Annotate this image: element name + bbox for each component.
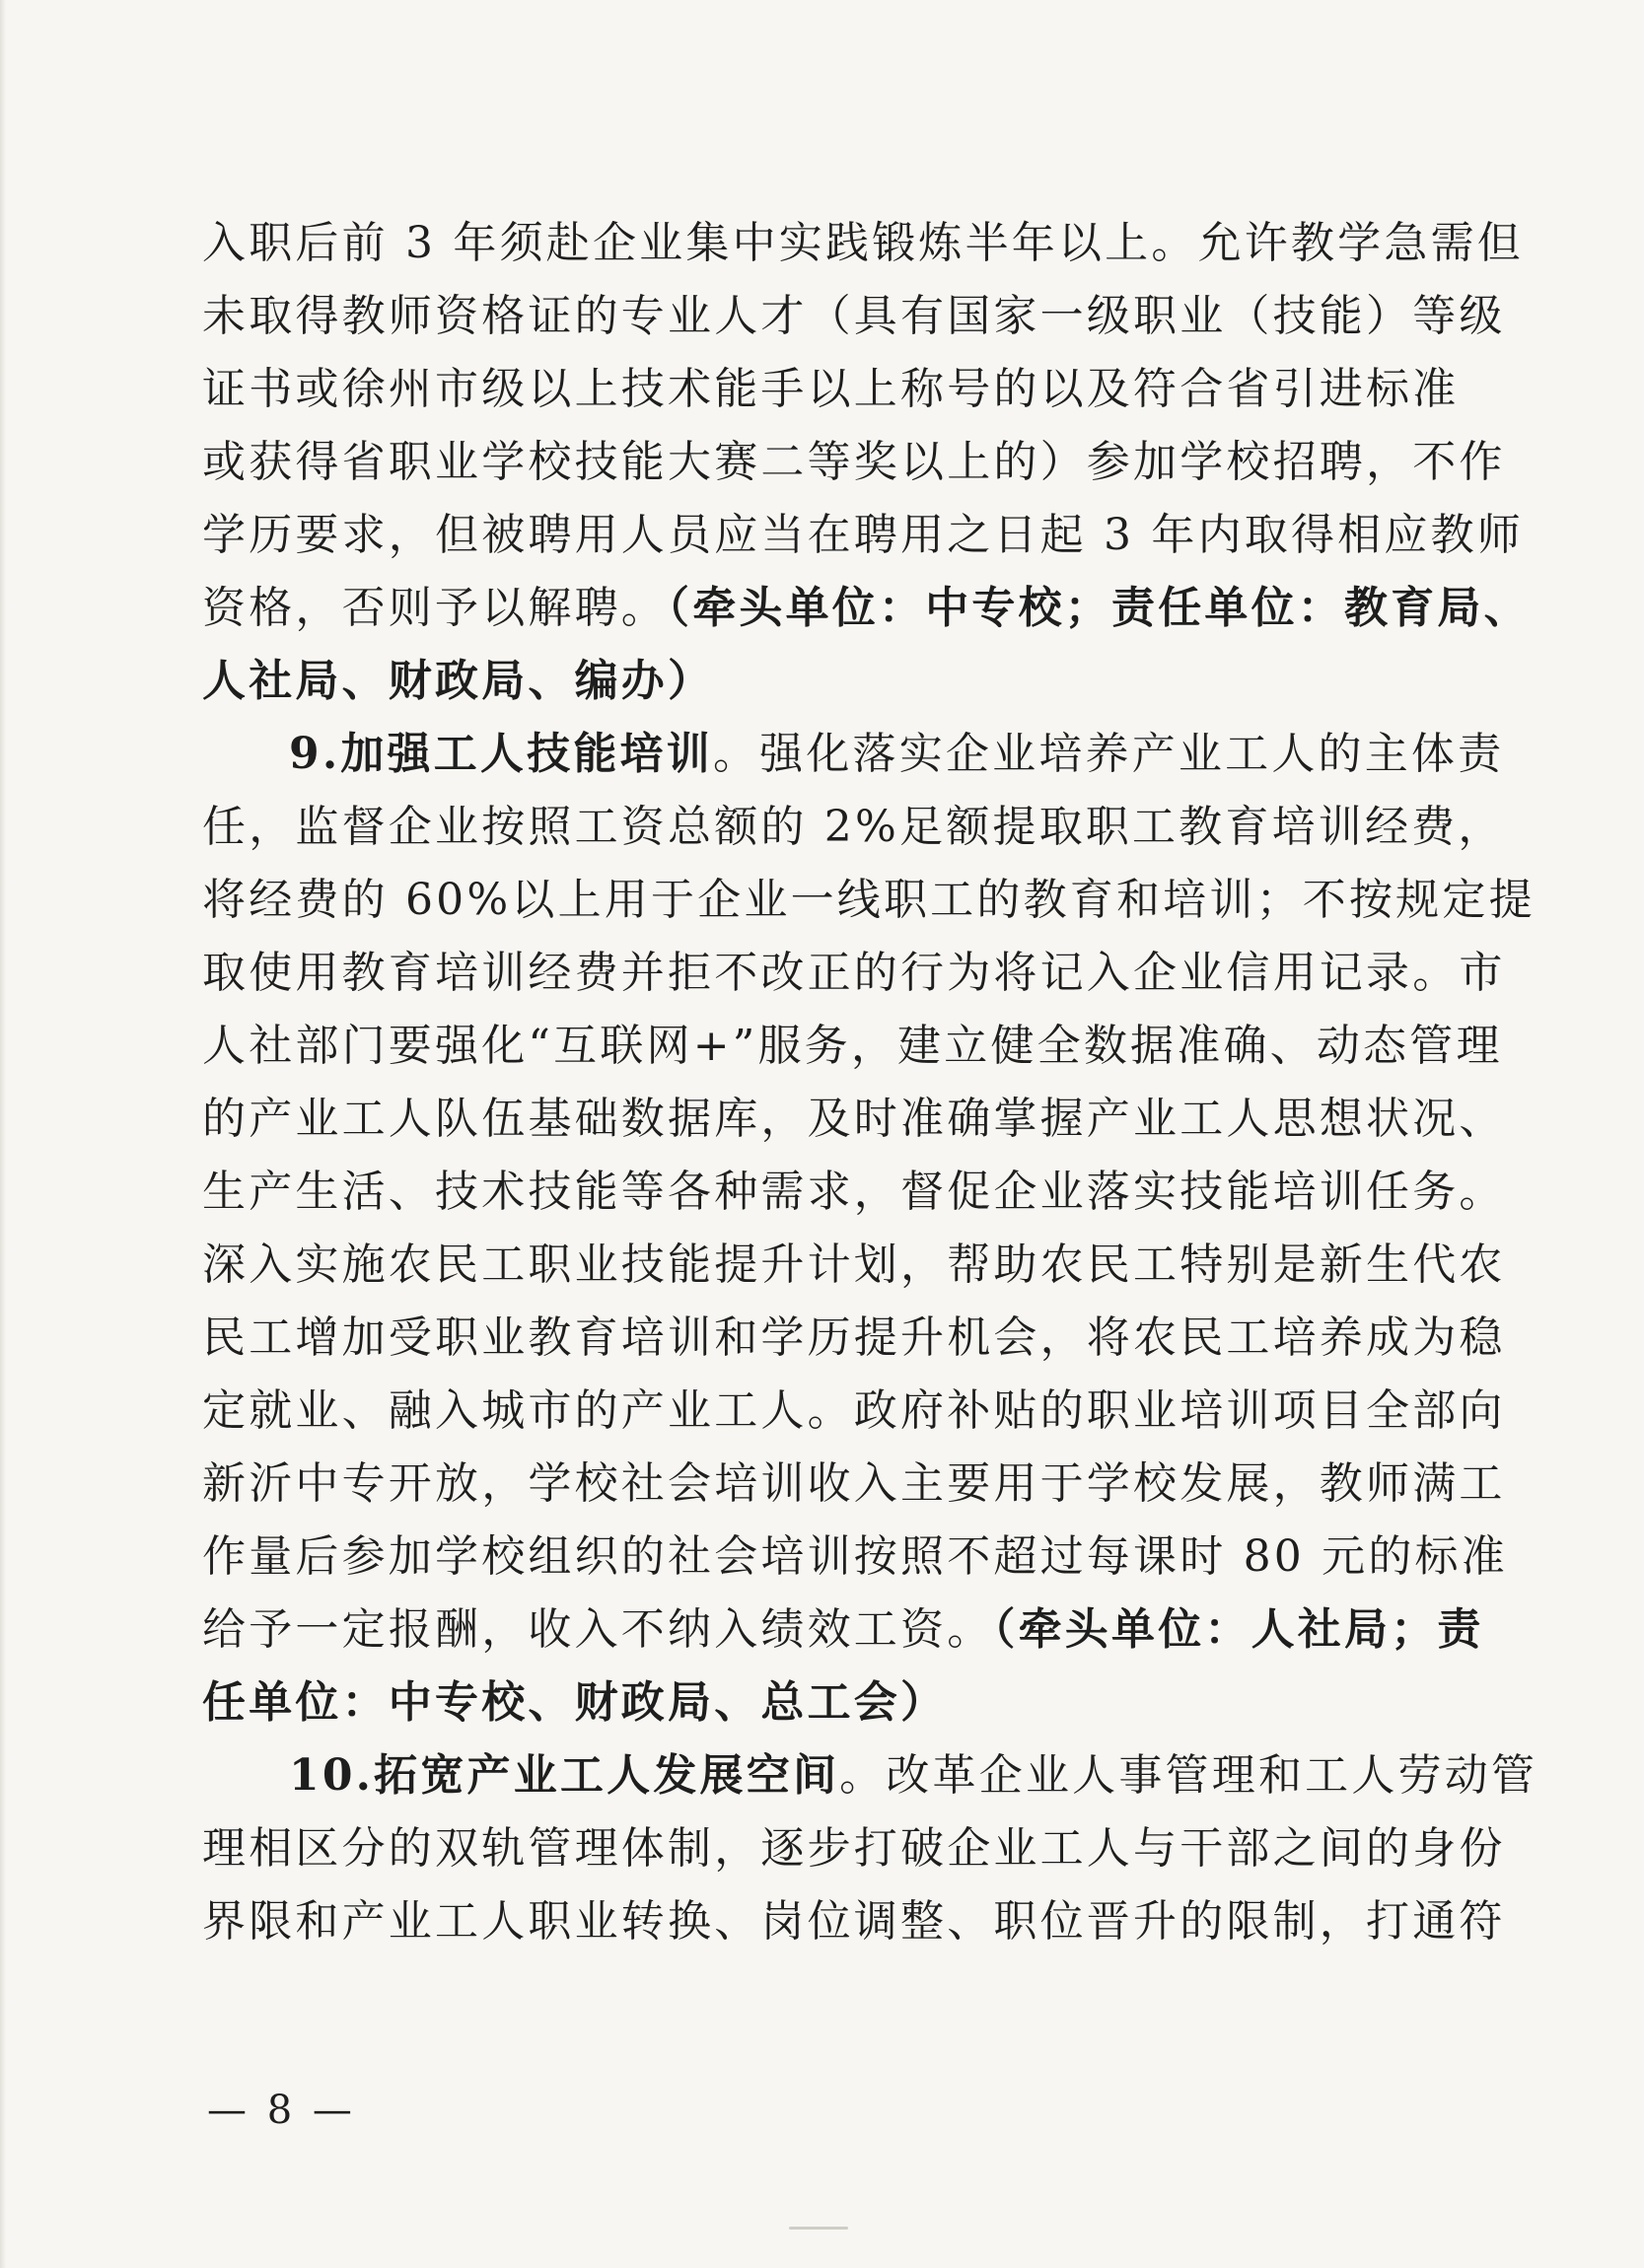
text-line bbox=[202, 499, 1524, 572]
text-run: 未取得教师资格证的专业人才（具有国家一级职业（技能）等级 bbox=[202, 291, 1506, 341]
text-run: 的产业工人队伍基础数据库，及时准确掌握产业工人思想状况、 bbox=[202, 1094, 1506, 1144]
text-run: 生产生活、技术技能等各种需求，督促企业落实技能培训任务。 bbox=[202, 1167, 1506, 1217]
text-line bbox=[202, 572, 1531, 645]
scan-mark bbox=[789, 2227, 848, 2230]
text-run: 定就业、融入城市的产业工人。政府补贴的职业培训项目全部向 bbox=[202, 1385, 1506, 1436]
text-line bbox=[202, 864, 1536, 937]
text-line bbox=[202, 1010, 1503, 1083]
text-line bbox=[202, 645, 1427, 718]
text-run: 人社部门要强化“互联网+”服务，建立健全数据准确、动态管理 bbox=[202, 1021, 1503, 1071]
bold-text-run: 9.加强工人技能培训 bbox=[289, 729, 713, 779]
text-line bbox=[202, 1666, 1427, 1739]
bold-text-run: 人社局、财政局、编办） bbox=[202, 656, 715, 706]
bold-text-run: （牵头单位：中专校；责任单位：教育局、 bbox=[668, 583, 1531, 633]
text-run: 。强化落实企业培养产业工人的主体责 bbox=[712, 729, 1505, 779]
text-line bbox=[202, 1739, 1538, 1812]
text-line bbox=[202, 1302, 1506, 1375]
text-run: 资格，否则予以解聘。 bbox=[202, 583, 668, 633]
text-line bbox=[202, 280, 1506, 353]
text-line bbox=[202, 937, 1506, 1010]
text-run: 给予一定报酬，收入不纳入绩效工资。 bbox=[202, 1604, 994, 1655]
text-line bbox=[202, 1812, 1506, 1885]
text-line bbox=[202, 791, 1505, 864]
text-run: 深入实施农民工职业技能提升计划，帮助农民工特别是新生代农 bbox=[202, 1240, 1506, 1290]
text-line bbox=[202, 1594, 1484, 1666]
text-run: 学历要求，但被聘用人员应当在聘用之日起 3 年内取得相应教师 bbox=[202, 510, 1524, 560]
bold-text-run: 10.拓宽产业工人发展空间 bbox=[289, 1750, 840, 1801]
text-line bbox=[202, 1448, 1506, 1521]
text-run: 作量后参加学校组织的社会培训按照不超过每课时 80 元的标准 bbox=[202, 1531, 1508, 1582]
text-line bbox=[202, 1083, 1506, 1156]
text-run: 入职后前 3 年须赴企业集中实践锻炼半年以上。允许教学急需但 bbox=[202, 218, 1524, 268]
text-line bbox=[202, 1229, 1506, 1302]
text-line bbox=[202, 426, 1506, 499]
scan-edge-shadow bbox=[0, 0, 6, 2268]
text-run: 新沂中专开放，学校社会培训收入主要用于学校发展，教师满工 bbox=[202, 1458, 1506, 1509]
text-run: 界限和产业工人职业转换、岗位调整、职位晋升的限制，打通符 bbox=[202, 1896, 1506, 1947]
text-line bbox=[202, 1521, 1508, 1594]
text-line bbox=[202, 1156, 1506, 1229]
text-run: 任，监督企业按照工资总额的 2%足额提取职工教育培训经费， bbox=[202, 802, 1505, 852]
text-run: 取使用教育培训经费并拒不改正的行为将记入企业信用记录。市 bbox=[202, 948, 1506, 998]
text-run: 或获得省职业学校技能大赛二等奖以上的）参加学校招聘，不作 bbox=[202, 437, 1506, 487]
text-run: 将经费的 60%以上用于企业一线职工的教育和培训；不按规定提 bbox=[202, 875, 1536, 925]
text-run: 理相区分的双轨管理体制，逐步打破企业工人与干部之间的身份 bbox=[202, 1823, 1506, 1874]
body-text bbox=[202, 207, 1538, 1958]
text-line bbox=[202, 207, 1524, 280]
text-run: 民工增加受职业教育培训和学历提升机会，将农民工培养成为稳 bbox=[202, 1312, 1506, 1363]
page-number: — 8 — bbox=[207, 2088, 356, 2133]
text-line bbox=[202, 1885, 1506, 1958]
text-line bbox=[202, 1375, 1506, 1448]
text-line bbox=[202, 718, 1505, 791]
bold-text-run: 任单位：中专校、财政局、总工会） bbox=[202, 1677, 948, 1728]
text-run: 。改革企业人事管理和工人劳动管 bbox=[839, 1750, 1538, 1801]
text-run: 证书或徐州市级以上技术能手以上称号的以及符合省引进标准 bbox=[202, 364, 1460, 414]
bold-text-run: （牵头单位：人社局；责 bbox=[993, 1604, 1484, 1655]
text-line bbox=[202, 353, 1460, 426]
